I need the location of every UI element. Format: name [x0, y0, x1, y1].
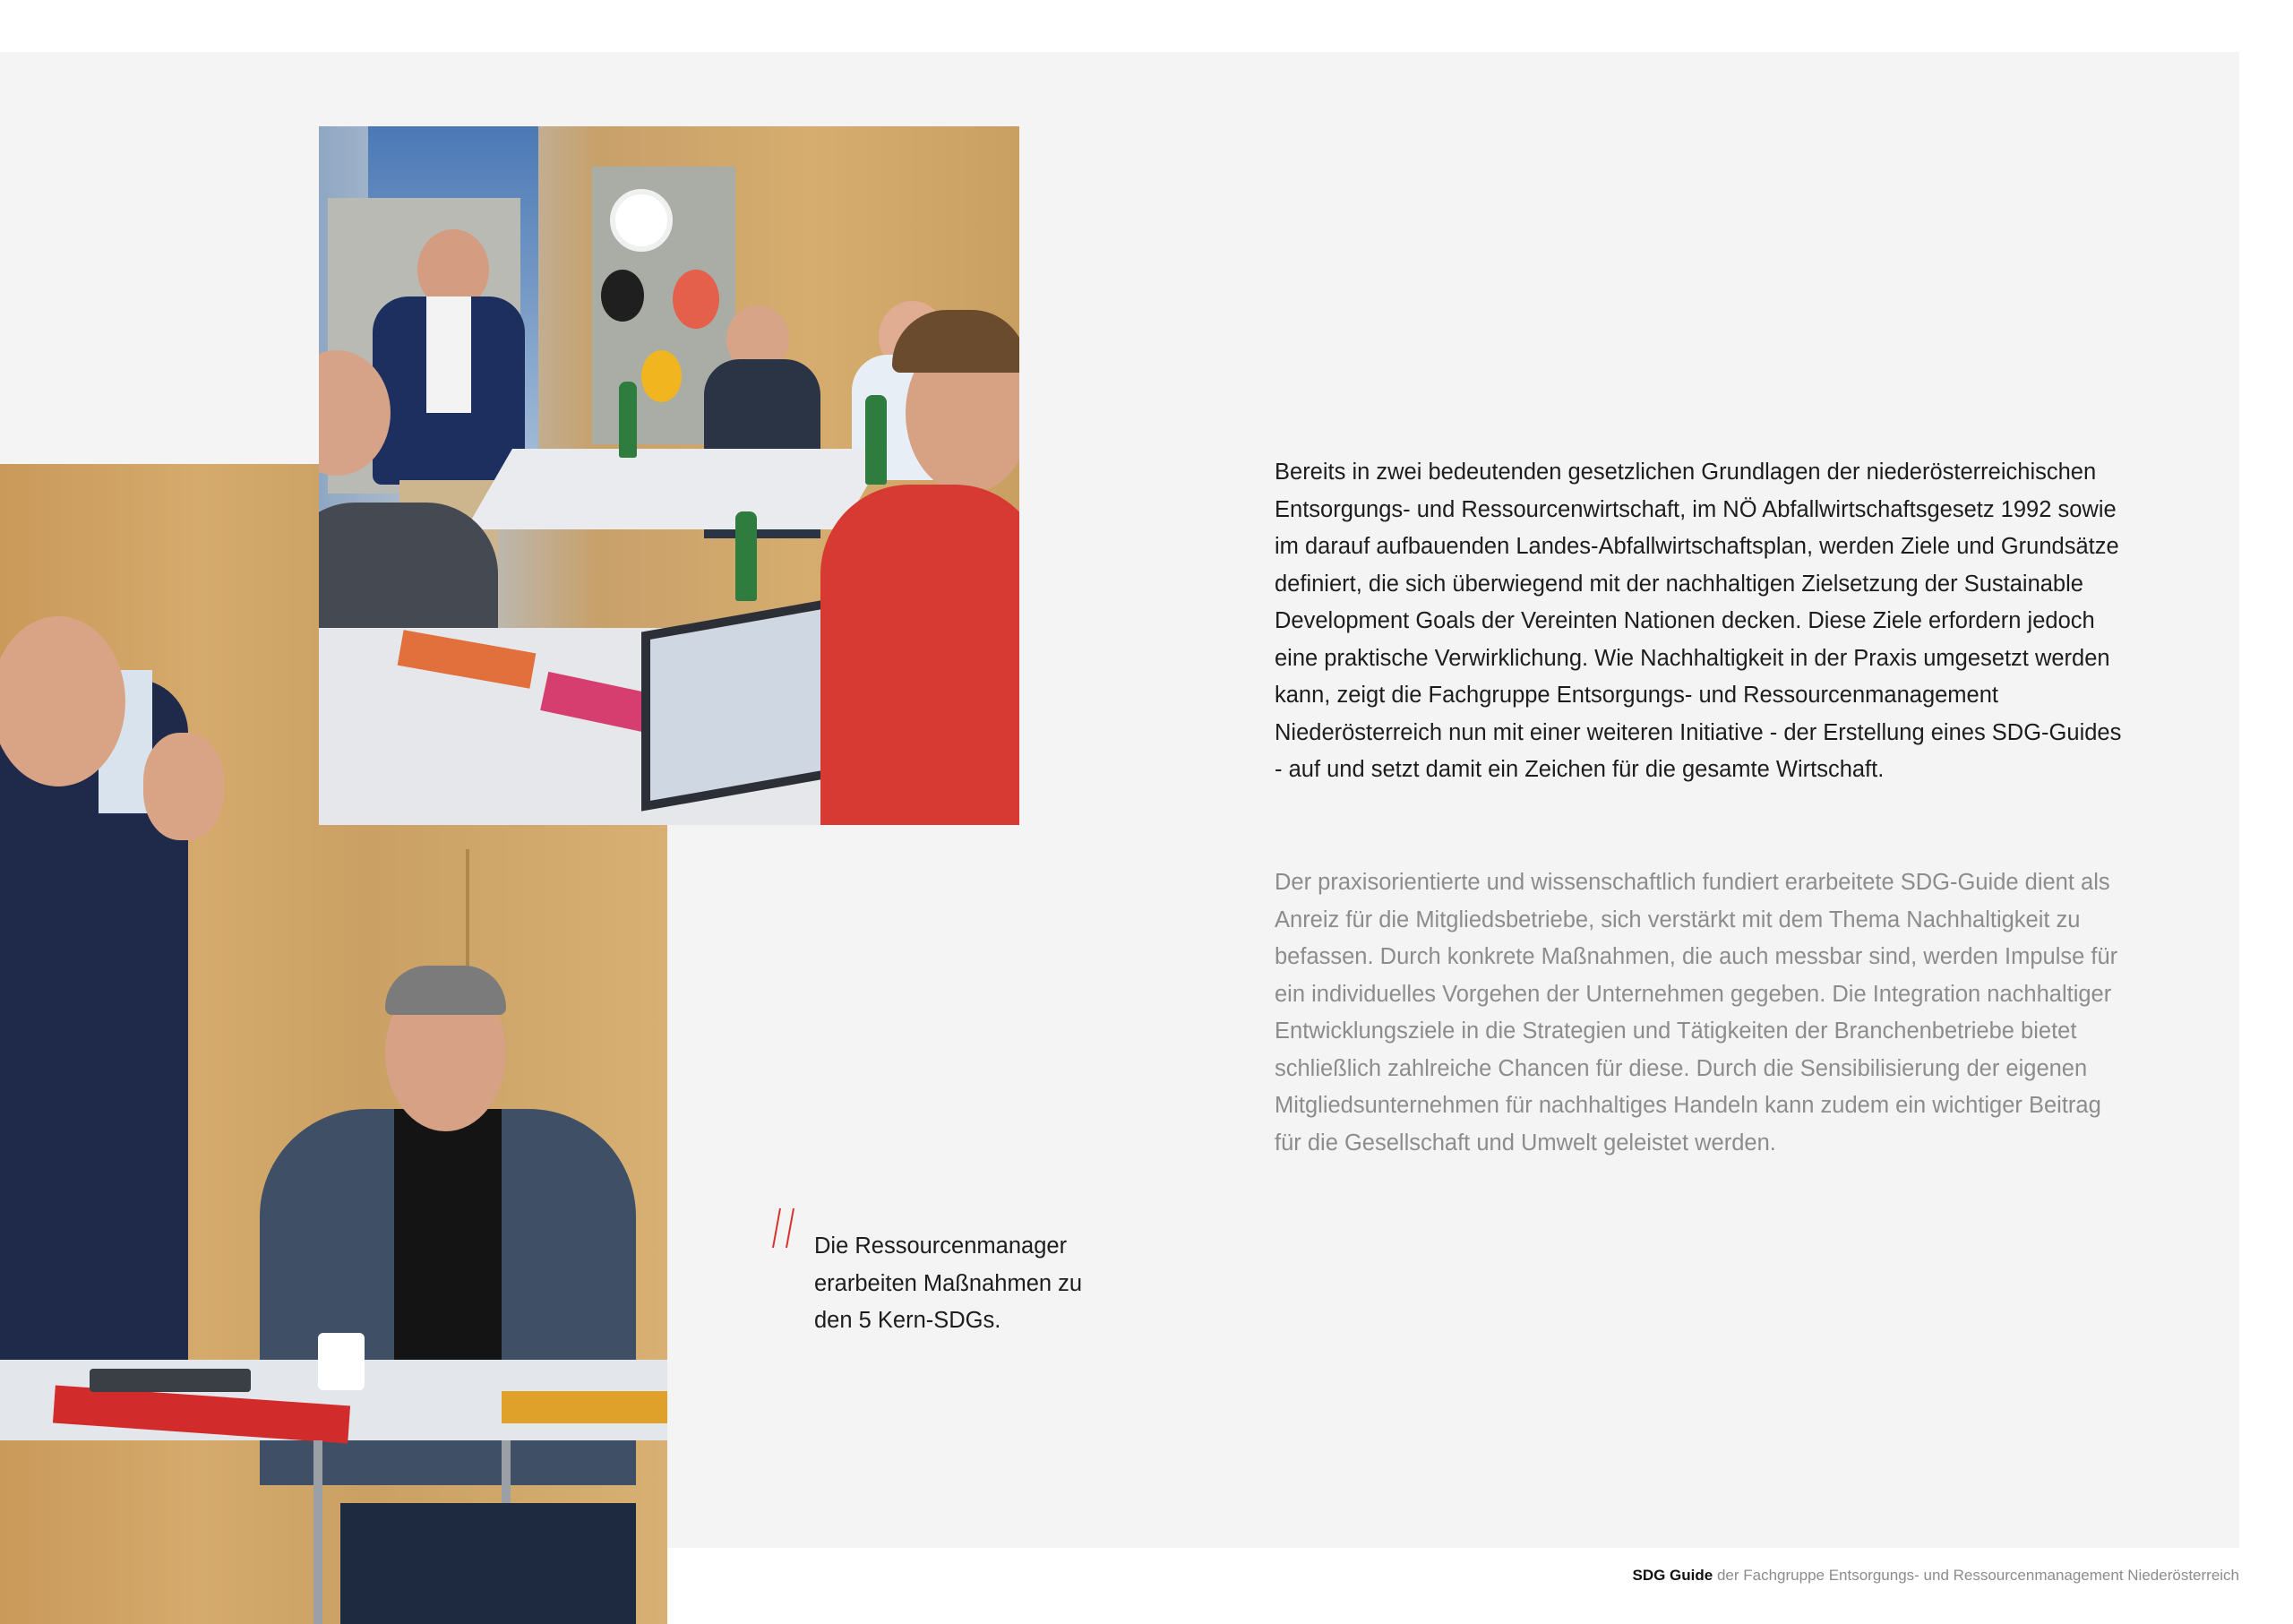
footer-brand: SDG Guide: [1632, 1567, 1713, 1584]
second-paragraph: Der praxisorientierte und wissenschaftlich fundiert erarbeitete SDG-Guide dient als Anreiz für die Mitgliedsbetriebe, sich verstärkt mit dem Thema Nachhaltigkeit zu befassen. Durch konkrete Maßnahmen, die auch messbar sind, werden Impulse für ein individuelles Vorgehen der Unternehmen gegeben. Die Integration nachhaltiger Entwicklungsziele in die Strategien und Tätigkeiten der Branchenbetriebe bietet schließlich zahlreiche Chancen für diese. Durch die Sensibilisierung der eigenen Mitgliedsunternehmen für nachhaltiges Handeln kann zudem ein wichtiger Beitrag für die Gesellschaft und Umwelt geleistet werden.: [1275, 870, 2118, 1156]
footer-text: der Fachgruppe Entsorgungs- und Ressourcenmanagement Niederösterreich: [1716, 1567, 2239, 1584]
intro-paragraph: Bereits in zwei bedeutenden gesetzlichen Grundlagen der niederösterreichischen Entsorgungs- und Ressourcenwirtschaft, im NÖ Abfallwirtschaftsgesetz 1992 sowie im darauf aufbauenden Landes-Abfallwirtschaftsplan, werden Ziele und Grundsätze definiert, die sich überwiegend mit der nachhaltigen Zielsetzung der Sustainable Development Goals der Vereinten Nationen decken. Diese Ziele erfordern jedoch eine praktische Verwirklichung. Wie Nachhaltigkeit in der Praxis umgesetzt werden kann, zeigt die Fachgruppe Entsorgungs- und Ressourcenmanagement Niederösterreich nun mit einer weiteren Initiative - der Erstellung eines SDG-Guides - auf und setzt damit ein Zeichen für die gesamte Wirtschaft.: [1275, 460, 2122, 782]
double-slash-icon: [772, 1207, 795, 1250]
page-footer: [1632, 1567, 2239, 1585]
meeting-photo-top: [319, 126, 1019, 825]
photo-caption: Die Ressourcenmanager erarbeiten Maßnahmen zu den 5 Kern-SDGs.: [814, 1233, 1083, 1333]
